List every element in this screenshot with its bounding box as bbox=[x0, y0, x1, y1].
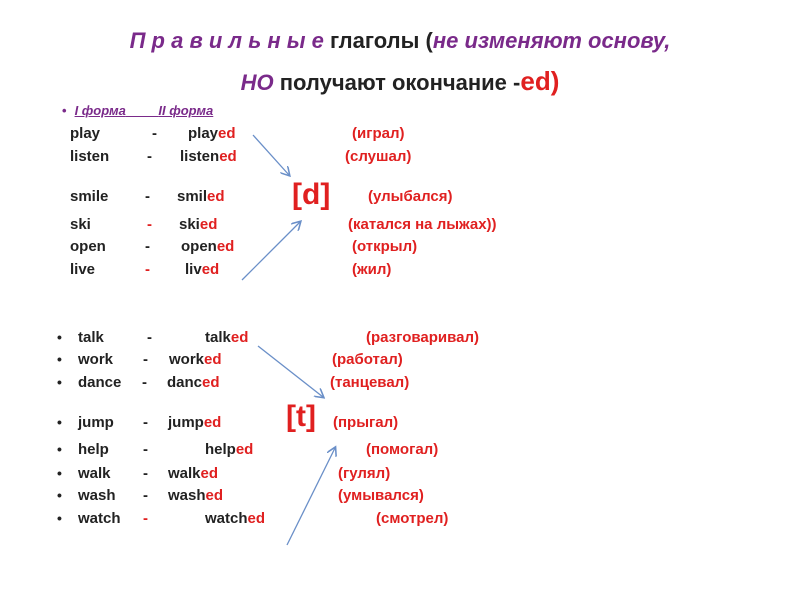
verb-ed-ending: ed bbox=[202, 374, 220, 391]
verb-translation: (разговаривал) bbox=[366, 329, 479, 346]
title-but-word: НО bbox=[240, 70, 274, 95]
verb-base-form: smile bbox=[70, 188, 109, 205]
verb-base-form: jump bbox=[78, 414, 114, 431]
list-bullet: • bbox=[57, 414, 62, 430]
verb-base-form: work bbox=[78, 351, 114, 368]
dash-separator: - bbox=[142, 374, 147, 391]
list-bullet: • bbox=[57, 510, 62, 526]
verb-ed-ending: ed bbox=[207, 188, 225, 205]
verb-stem: jump bbox=[168, 414, 204, 431]
verb-stem: walk bbox=[168, 465, 201, 482]
verb-stem: listen bbox=[180, 148, 220, 165]
verb-base-form: walk bbox=[78, 465, 111, 482]
dash-separator: - bbox=[147, 148, 152, 165]
verb-ed-ending: ed bbox=[201, 261, 220, 278]
arrow-to-t-from-bottom bbox=[287, 448, 335, 545]
dash-separator: - bbox=[143, 465, 148, 482]
arrow-to-d-from-bottom bbox=[242, 222, 300, 280]
dash-separator: - bbox=[145, 188, 150, 205]
t-sound-label: [t] bbox=[286, 400, 316, 433]
form-1-label: I форма bbox=[74, 103, 126, 118]
verb-translation: (помогал) bbox=[366, 441, 439, 458]
verb-translation: (прыгал) bbox=[333, 414, 399, 431]
verb-translation: (катался на лыжах)) bbox=[348, 216, 497, 233]
verb-translation: (работал) bbox=[332, 351, 403, 368]
dash-separator: - bbox=[143, 487, 148, 504]
dash-separator: - bbox=[143, 510, 148, 527]
verb-ed-ending: ed bbox=[205, 487, 224, 504]
dash-separator: - bbox=[143, 351, 148, 368]
verb-stem: talk bbox=[205, 329, 231, 346]
verb-stem: smil bbox=[177, 188, 208, 205]
form-2-label: II форма bbox=[158, 103, 214, 118]
verb-translation: (открыл) bbox=[352, 238, 418, 255]
verb-stem: open bbox=[181, 238, 217, 255]
verb-ed-ending: ed bbox=[219, 148, 237, 165]
verb-stem: play bbox=[188, 125, 219, 142]
title-regular-word: П р а в и л ь н ы е bbox=[129, 28, 324, 53]
verb-base-form: help bbox=[78, 441, 109, 458]
verb-ed-ending: ed bbox=[247, 510, 266, 527]
title-get-ending: получают окончание - bbox=[273, 70, 521, 95]
arrow-to-t-from-top bbox=[258, 346, 323, 397]
verb-stem: watch bbox=[205, 510, 248, 527]
verb-stem: help bbox=[205, 441, 236, 458]
verb-base-form: talk bbox=[78, 329, 104, 346]
dash-separator: - bbox=[143, 441, 148, 458]
verb-stem: ski bbox=[179, 216, 200, 233]
verb-ed-ending: ed bbox=[218, 125, 236, 142]
verb-ed-ending: ed bbox=[230, 329, 249, 346]
title-not-change-stem: не изменяют основу, bbox=[432, 28, 671, 53]
verb-base-form: watch bbox=[78, 510, 121, 527]
verb-base-form: play bbox=[70, 125, 101, 142]
verb-translation: (смотрел) bbox=[376, 510, 449, 527]
verb-stem: danc bbox=[167, 374, 203, 391]
dash-separator: - bbox=[143, 414, 148, 431]
list-bullet: • bbox=[57, 465, 62, 481]
verb-base-form: open bbox=[70, 238, 106, 255]
dash-separator: - bbox=[152, 125, 157, 142]
list-bullet: • bbox=[57, 441, 62, 457]
verb-translation: (умывался) bbox=[338, 487, 424, 504]
verb-base-form: live bbox=[70, 261, 96, 278]
list-bullet: • bbox=[57, 351, 62, 367]
dash-separator: - bbox=[147, 329, 152, 346]
verb-ed-ending: ed bbox=[200, 465, 219, 482]
verb-translation: (танцевал) bbox=[330, 374, 410, 391]
arrow-to-d-from-top bbox=[253, 135, 289, 175]
verb-translation: (улыбался) bbox=[368, 188, 453, 205]
verb-ed-ending: ed bbox=[203, 414, 222, 431]
verb-ed-ending: ed bbox=[204, 351, 222, 368]
verb-ed-ending: ed bbox=[216, 238, 235, 255]
verb-ed-ending: ed bbox=[235, 441, 254, 458]
verb-base-form: ski bbox=[70, 216, 91, 233]
title-ed-ending: ed) bbox=[520, 66, 560, 96]
verb-stem: wash bbox=[168, 487, 206, 504]
list-bullet: • bbox=[57, 329, 62, 345]
dash-separator: - bbox=[145, 261, 150, 278]
list-bullet: • bbox=[57, 487, 62, 503]
verb-stem: work bbox=[169, 351, 205, 368]
header-bullet: • bbox=[62, 103, 67, 118]
list-bullet: • bbox=[57, 374, 62, 390]
verb-translation: (жил) bbox=[352, 261, 392, 278]
dash-separator: - bbox=[145, 238, 150, 255]
verb-stem: liv bbox=[185, 261, 202, 278]
dash-separator: - bbox=[147, 216, 152, 233]
verb-translation: (слушал) bbox=[345, 148, 412, 165]
verb-translation: (играл) bbox=[352, 125, 405, 142]
verb-translation: (гулял) bbox=[338, 465, 391, 482]
verb-ed-ending: ed bbox=[199, 216, 218, 233]
verb-base-form: wash bbox=[78, 487, 116, 504]
title-verbs-word: глаголы ( bbox=[323, 28, 433, 53]
verb-base-form: dance bbox=[78, 374, 122, 391]
verb-base-form: listen bbox=[70, 148, 110, 165]
d-sound-label: [d] bbox=[292, 178, 331, 211]
